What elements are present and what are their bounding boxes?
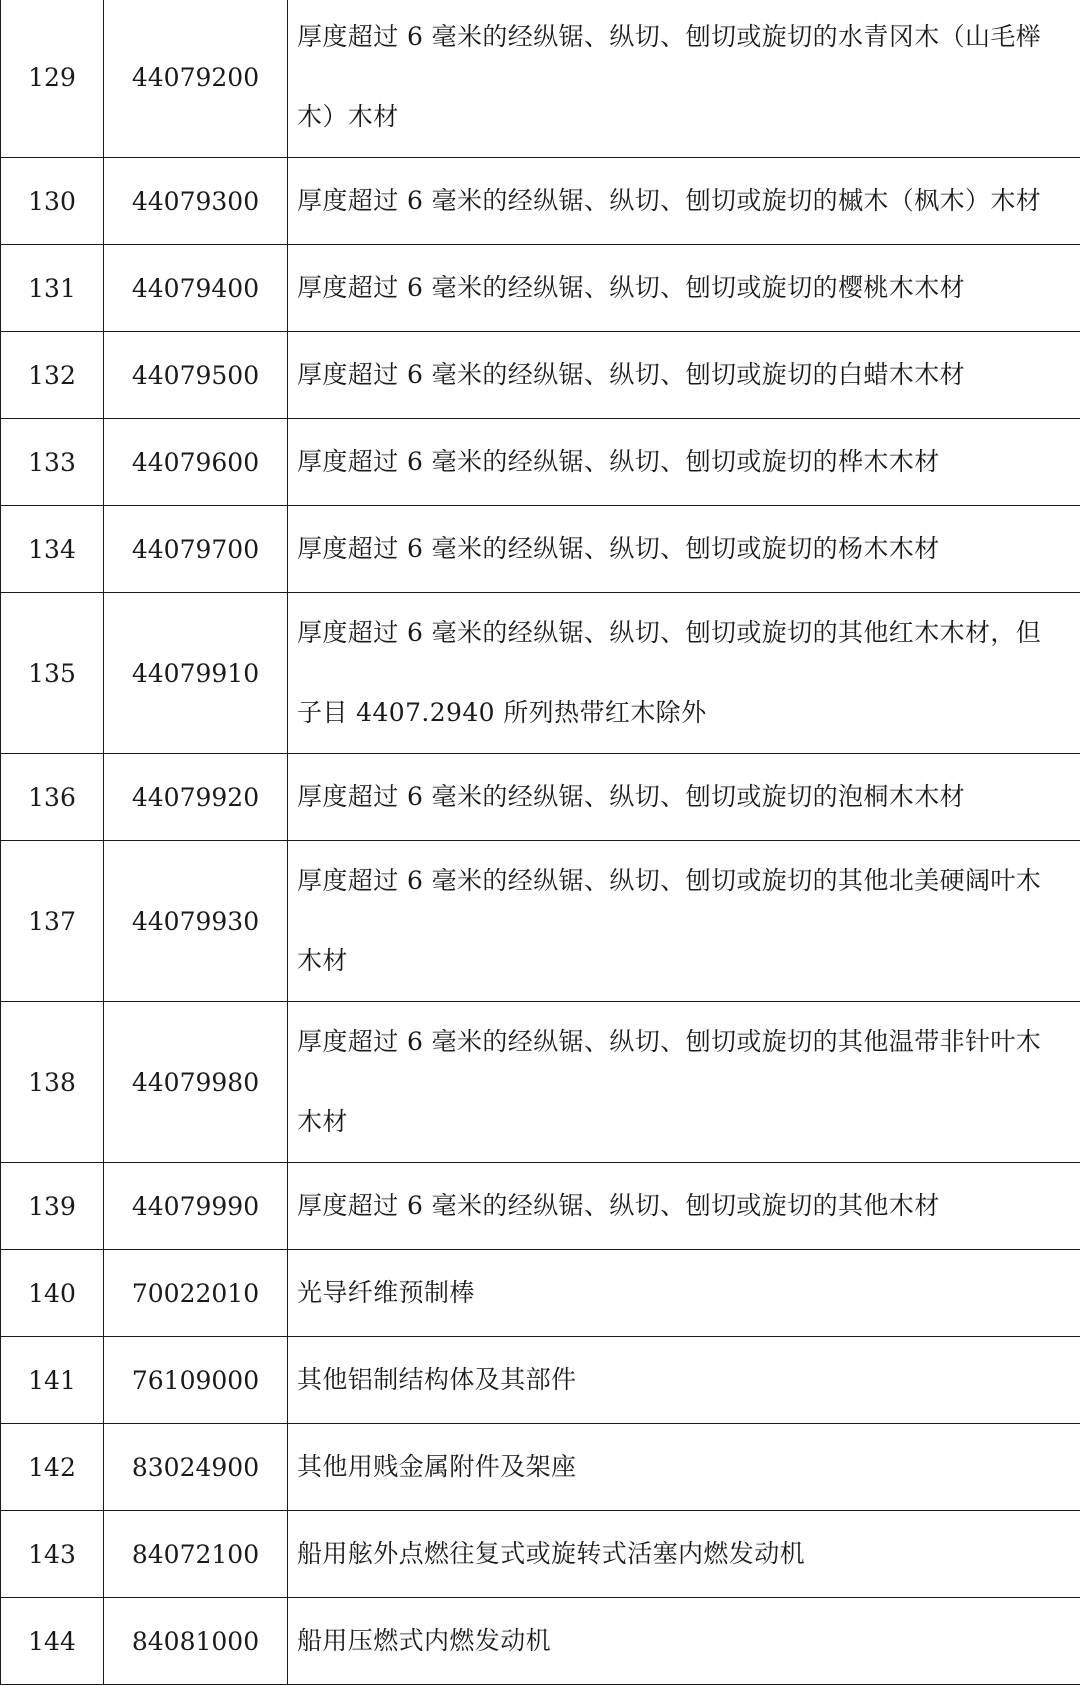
table-row bbox=[1, 0, 1080, 158]
commodity-description bbox=[288, 332, 1080, 419]
row-number: 130 bbox=[1, 158, 104, 245]
table-row bbox=[1, 158, 1080, 245]
commodity-code: 44079930 bbox=[104, 841, 288, 1002]
commodity-code: 76109000 bbox=[104, 1337, 288, 1424]
commodity-description bbox=[288, 158, 1080, 245]
table-row bbox=[1, 841, 1080, 1002]
commodity-code: 44079600 bbox=[104, 419, 288, 506]
commodity-description bbox=[288, 1250, 1080, 1337]
commodity-description bbox=[288, 1424, 1080, 1511]
table-row bbox=[1, 1511, 1080, 1598]
row-number: 134 bbox=[1, 506, 104, 593]
row-number: 141 bbox=[1, 1337, 104, 1424]
commodity-code: 44079700 bbox=[104, 506, 288, 593]
table-row bbox=[1, 245, 1080, 332]
row-number: 129 bbox=[1, 0, 104, 158]
commodity-code: 44079980 bbox=[104, 1002, 288, 1163]
commodity-description bbox=[288, 1511, 1080, 1598]
tariff-table-body bbox=[1, 0, 1080, 1685]
commodity-code: 44079400 bbox=[104, 245, 288, 332]
commodity-description bbox=[288, 506, 1080, 593]
commodity-code: 84072100 bbox=[104, 1511, 288, 1598]
table-row bbox=[1, 593, 1080, 754]
description-line: 厚度超过 6 毫米的经纵锯、纵切、刨切或旋切的槭木（枫木）木材 bbox=[297, 186, 1042, 215]
row-number: 137 bbox=[1, 841, 104, 1002]
commodity-description bbox=[288, 1002, 1080, 1163]
commodity-code: 44079910 bbox=[104, 593, 288, 754]
row-number: 131 bbox=[1, 245, 104, 332]
description-line: 船用压燃式内燃发动机 bbox=[297, 1626, 552, 1655]
table-row bbox=[1, 1598, 1080, 1685]
commodity-code: 44079920 bbox=[104, 754, 288, 841]
commodity-description bbox=[288, 1598, 1080, 1685]
commodity-description bbox=[288, 841, 1080, 1002]
description-line: 光导纤维预制棒 bbox=[297, 1278, 475, 1307]
row-number: 143 bbox=[1, 1511, 104, 1598]
table-row bbox=[1, 419, 1080, 506]
table-row bbox=[1, 506, 1080, 593]
commodity-code: 84081000 bbox=[104, 1598, 288, 1685]
table-row bbox=[1, 1424, 1080, 1511]
description-line: 子目 4407.2940 所列热带红木除外 bbox=[297, 698, 707, 727]
commodity-code: 44079500 bbox=[104, 332, 288, 419]
table-row bbox=[1, 1002, 1080, 1163]
description-line: 厚度超过 6 毫米的经纵锯、纵切、刨切或旋切的其他北美硬阔叶木 bbox=[297, 866, 1042, 895]
description-line: 厚度超过 6 毫米的经纵锯、纵切、刨切或旋切的水青冈木（山毛榉 bbox=[297, 22, 1042, 51]
description-line: 其他铝制结构体及其部件 bbox=[297, 1365, 577, 1394]
table-row bbox=[1, 1250, 1080, 1337]
commodity-description bbox=[288, 1163, 1080, 1250]
description-line: 厚度超过 6 毫米的经纵锯、纵切、刨切或旋切的其他温带非针叶木 bbox=[297, 1027, 1042, 1056]
commodity-description bbox=[288, 593, 1080, 754]
table-row bbox=[1, 754, 1080, 841]
table-row bbox=[1, 1163, 1080, 1250]
description-line: 厚度超过 6 毫米的经纵锯、纵切、刨切或旋切的杨木木材 bbox=[297, 534, 940, 563]
commodity-description bbox=[288, 419, 1080, 506]
row-number: 132 bbox=[1, 332, 104, 419]
description-line: 船用舷外点燃往复式或旋转式活塞内燃发动机 bbox=[297, 1539, 806, 1568]
description-line: 厚度超过 6 毫米的经纵锯、纵切、刨切或旋切的白蜡木木材 bbox=[297, 360, 966, 389]
commodity-code: 83024900 bbox=[104, 1424, 288, 1511]
row-number: 139 bbox=[1, 1163, 104, 1250]
commodity-description bbox=[288, 245, 1080, 332]
row-number: 140 bbox=[1, 1250, 104, 1337]
commodity-description bbox=[288, 754, 1080, 841]
commodity-code: 44079990 bbox=[104, 1163, 288, 1250]
description-line: 厚度超过 6 毫米的经纵锯、纵切、刨切或旋切的泡桐木木材 bbox=[297, 782, 966, 811]
description-line: 厚度超过 6 毫米的经纵锯、纵切、刨切或旋切的樱桃木木材 bbox=[297, 273, 966, 302]
commodity-code: 70022010 bbox=[104, 1250, 288, 1337]
description-line: 厚度超过 6 毫米的经纵锯、纵切、刨切或旋切的桦木木材 bbox=[297, 447, 940, 476]
description-line: 木）木材 bbox=[297, 102, 399, 131]
description-line: 厚度超过 6 毫米的经纵锯、纵切、刨切或旋切的其他红木木材，但 bbox=[297, 618, 1042, 647]
commodity-code: 44079300 bbox=[104, 158, 288, 245]
row-number: 133 bbox=[1, 419, 104, 506]
row-number: 135 bbox=[1, 593, 104, 754]
description-line: 厚度超过 6 毫米的经纵锯、纵切、刨切或旋切的其他木材 bbox=[297, 1191, 940, 1220]
table-row bbox=[1, 1337, 1080, 1424]
row-number: 144 bbox=[1, 1598, 104, 1685]
row-number: 136 bbox=[1, 754, 104, 841]
description-line: 木材 bbox=[297, 1107, 348, 1136]
commodity-code: 44079200 bbox=[104, 0, 288, 158]
table-row bbox=[1, 332, 1080, 419]
row-number: 138 bbox=[1, 1002, 104, 1163]
description-line: 木材 bbox=[297, 946, 348, 975]
row-number: 142 bbox=[1, 1424, 104, 1511]
commodity-description bbox=[288, 1337, 1080, 1424]
description-line: 其他用贱金属附件及架座 bbox=[297, 1452, 577, 1481]
commodity-description bbox=[288, 0, 1080, 158]
